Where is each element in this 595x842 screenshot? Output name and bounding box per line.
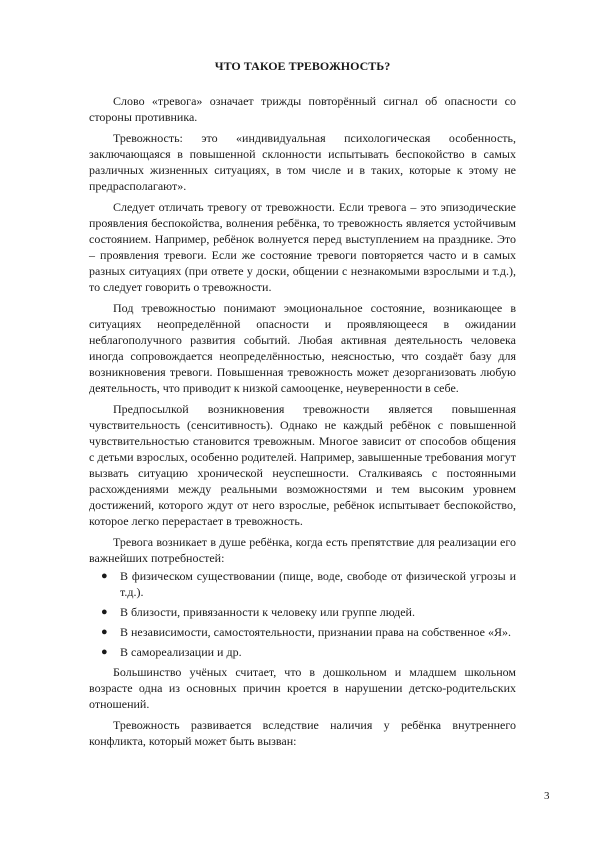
list-item: [89, 644, 516, 660]
paragraph: Слово «тревога» означает трижды повторённый сигнал об опасности со стороны противника.: [89, 94, 516, 124]
list-item-text: В самореализации и др.: [120, 645, 242, 659]
page-number: 3: [544, 790, 550, 802]
bullet-icon: ●: [101, 570, 108, 582]
list-item-text: В независимости, самостоятельности, признании права на собственное «Я».: [120, 625, 511, 639]
paragraph: Под тревожностью понимают эмоциональное состояние, возникающее в ситуациях неопределённой опасности и проявляющееся в ожидании неблагополучного развития событий. Любая активная деятельность человека иногда сопровождается неопределённостью, неясностью, что создаёт базу для возникновения тревоги. Повышенная тревожность может дезорганизовать любую деятельность, что приводит к низкой самооценке, неуверенности в себе.: [89, 301, 516, 395]
list-item-text: В физическом существовании (пище, воде, свободе от физической угрозы и т.д.).: [120, 569, 516, 599]
page-title: ЧТО ТАКОЕ ТРЕВОЖНОСТЬ?: [214, 59, 391, 73]
paragraph: Предпосылкой возникновения тревожности является повышенная чувствительность (сенситивность). Однако не каждый ребёнок с повышенной чувствительностью становится тревожным. Многое зависит от способов общения с детьми взрослых, особенно родителей. Например, завышенные требования могут вызвать ситуацию хронической неуспешности. Сталкиваясь с постоянными расхождениями между реальными возможностями и тем высоким уровнем достижений, которого ждут от него взрослые, ребёнок испытывает беспокойство, которое легко перерастает в тревожность.: [89, 402, 516, 528]
bullet-icon: ●: [101, 646, 108, 658]
bullet-icon: ●: [101, 606, 108, 618]
paragraph: Тревожность: это «индивидуальная психологическая особенность, заключающаяся в повышенной склонности испытывать беспокойство в самых различных жизненных ситуациях, в том числе и в таких, которые к этому не предрасполагают».: [89, 131, 516, 193]
paragraph: Тревожность развивается вследствие наличия у ребёнка внутреннего конфликта, который может быть вызван:: [89, 718, 516, 748]
paragraph: Большинство учёных считает, что в дошкольном и младшем школьном возрасте одна из основных причин кроется в нарушении детско-родительских отношений.: [89, 665, 516, 711]
list-item: [89, 568, 516, 600]
bullet-icon: ●: [101, 626, 108, 638]
list-item: [89, 624, 516, 640]
paragraph: Следует отличать тревогу от тревожности. Если тревога – это эпизодические проявления беспокойства, волнения ребёнка, то тревожность является устойчивым состоянием. Например, ребёнок волнуется перед выступлением на празднике. Это – проявления тревоги. Если же состояние тревоги повторяется часто и в самых разных ситуациях (при ответе у доски, общении с незнакомыми взрослыми и т.д.), то следует говорить о тревожности.: [89, 200, 516, 294]
needs-list: [89, 568, 516, 660]
list-item-text: В близости, привязанности к человеку или группе людей.: [120, 605, 415, 619]
paragraph: Тревога возникает в душе ребёнка, когда есть препятствие для реализации его важнейших потребностей:: [89, 535, 516, 565]
list-item: [89, 604, 516, 620]
document-body: [89, 93, 516, 754]
